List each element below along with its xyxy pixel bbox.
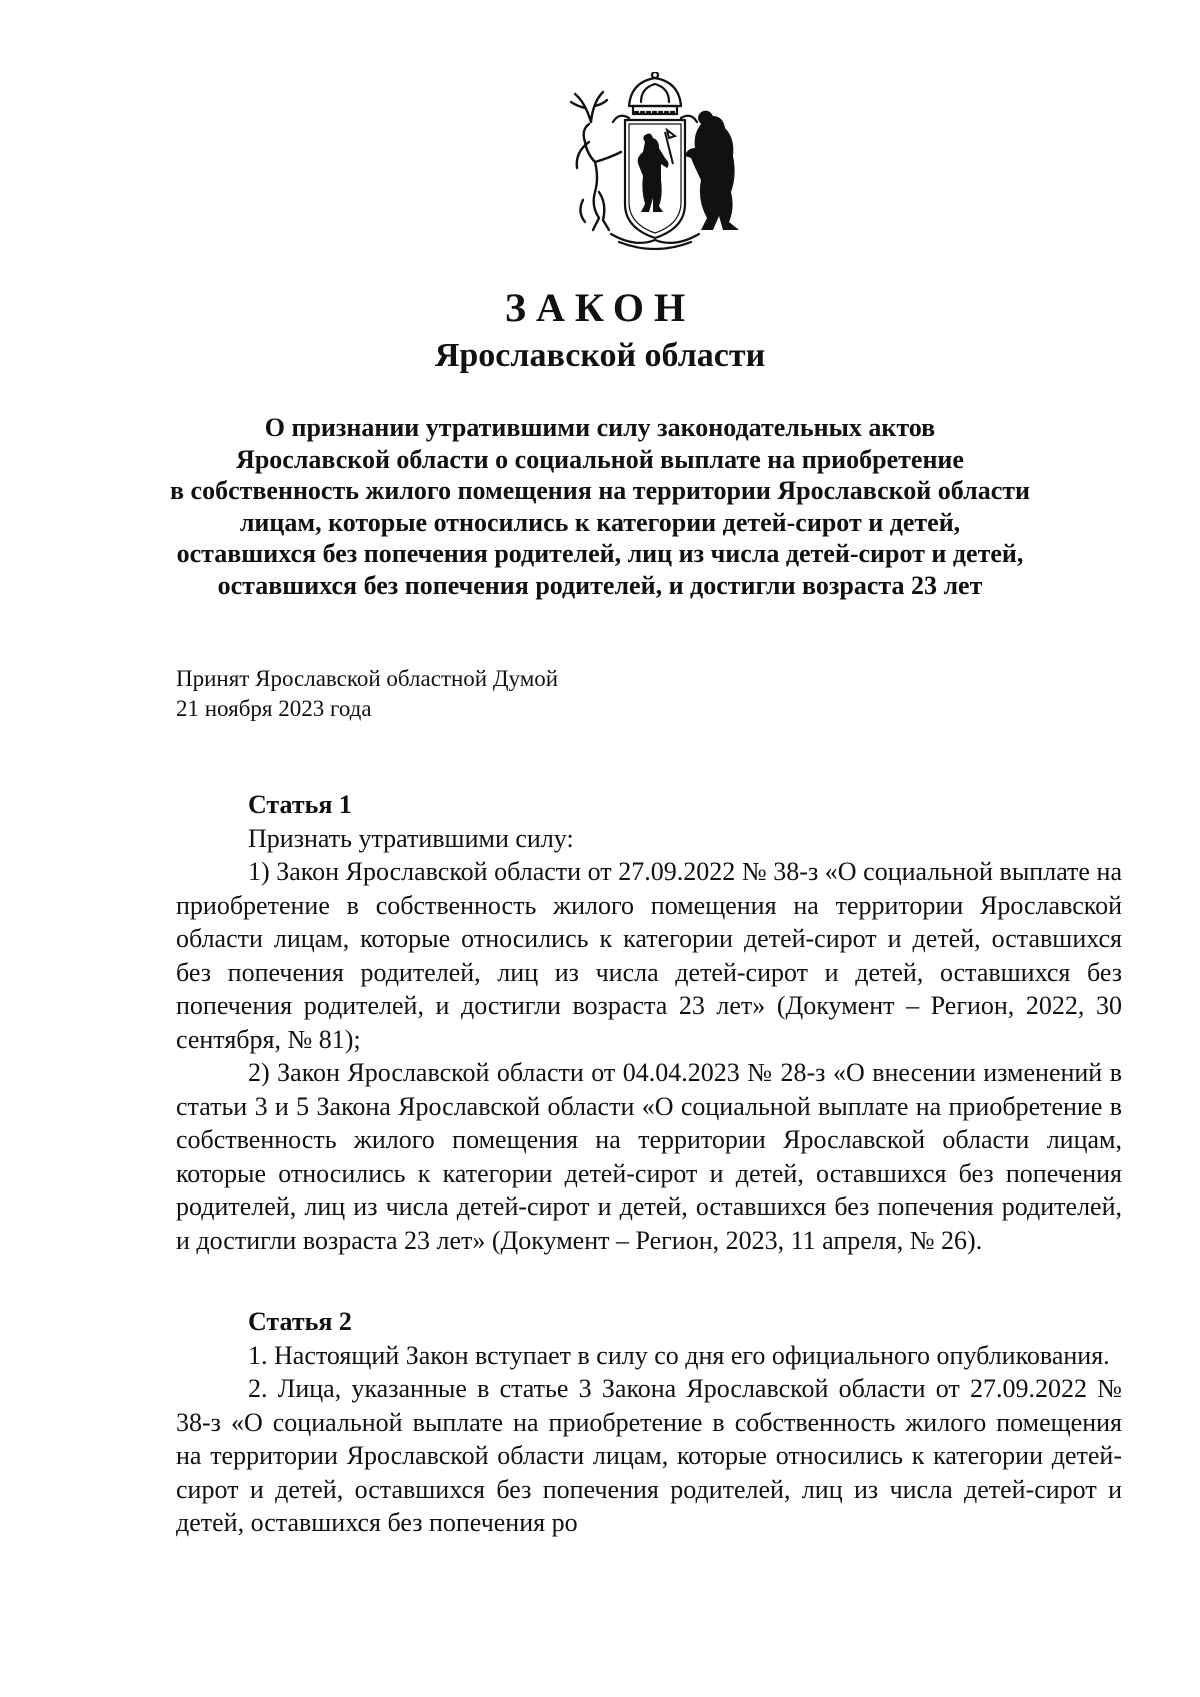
coat-of-arms-emblem [555, 72, 755, 250]
article-2 [176, 1305, 1122, 1540]
article-paragraph: Признать утратившими силу: [248, 823, 574, 853]
article-paragraph: 2. Лица, указанные в статье 3 Закона Ярославской области от 27.09.2022 № 38-з «О социальной выплате на приобретение в собственность жилого помещения на территории Ярославской области лицам, которые относились к категории детей-сирот и детей, оставшихся без попечения родителей, лиц из числа детей-сирот и детей, оставшихся без попечения ро [176, 1374, 1122, 1537]
article-paragraph: 1) Закон Ярославской области от 27.09.2022 № 38-з «О социальной выплате на приобретение в собственность жилого помещения на территории Ярославской области лицам, которые относились к категории детей-сирот и детей, оставшихся без попечения родителей, лиц из числа детей-сирот и детей, оставшихся без попечения родителей, и достигли возраста 23 лет» (Документ – Регион, 2022, 30 сентября, № 81); [176, 857, 1122, 1054]
adoption-info [176, 664, 558, 724]
article-heading: Статья 1 [248, 790, 352, 819]
law-title: ЗАКОН [504, 285, 696, 330]
adopted-date: 21 ноября 2023 года [176, 696, 372, 721]
article-heading: Статья 2 [248, 1307, 352, 1336]
law-subject-line: О признании утратившими силу законодательных актов [264, 413, 936, 442]
law-subject-line: оставшихся без попечения родителей, и достигли возраста 23 лет [217, 570, 983, 600]
law-subject [150, 412, 1050, 602]
law-subject-line: в собственность жилого помещения на территории Ярославской области [170, 476, 1030, 506]
article-1 [176, 788, 1122, 1257]
article-paragraph: 2) Закон Ярославской области от 04.04.2023 № 28-з «О внесении изменений в статьи 3 и 5 Закона Ярославской области «О социальной выплате на приобретение в собственность жилого помещения на территории Ярославской области лицам, которые относились к категории детей-сирот и детей, оставшихся без попечения родителей, лиц из числа детей-сирот и детей, оставшихся без попечения родителей, и достигли возраста 23 лет» (Документ – Регион, 2023, 11 апреля, № 26). [176, 1058, 1122, 1255]
law-subject-line: оставшихся без попечения родителей, лиц из числа детей-сирот и детей, [176, 539, 1024, 569]
adopted-by: Принят Ярославской областной Думой [176, 666, 559, 691]
law-subject-line: Ярославской области о социальной выплате на приобретение [236, 444, 964, 474]
article-paragraph: 1. Настоящий Закон вступает в силу со дня его официального опубликования. [248, 1340, 1110, 1370]
law-subject-line: лицам, которые относились к категории детей-сирот и детей, [239, 507, 961, 537]
law-region: Ярославской области [434, 337, 766, 374]
